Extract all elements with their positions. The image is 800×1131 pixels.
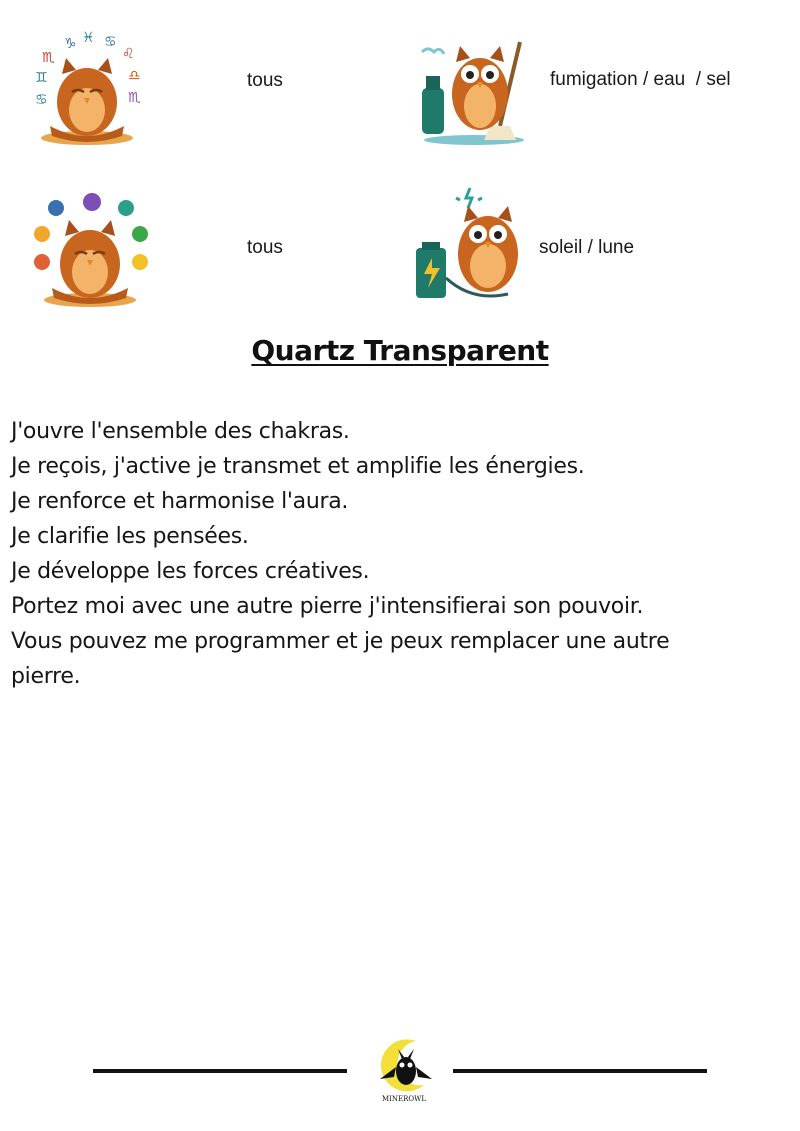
care-grid-label: soleil / lune <box>539 237 635 258</box>
care-grid-label: tous <box>247 237 283 258</box>
charging-owl-icon <box>412 178 542 308</box>
svg-text:♌: ♌ <box>122 46 135 62</box>
page-title: Quartz Transparent <box>251 334 549 367</box>
paragraph-line: Vous pouvez me programmer et je peux remplacer une autre <box>11 629 670 654</box>
footer-rule-left <box>93 1069 347 1073</box>
paragraph-line: J'ouvre l'ensemble des chakras. <box>11 419 350 444</box>
svg-text:♓: ♓ <box>82 30 95 46</box>
svg-text:♏: ♏ <box>128 90 141 106</box>
svg-text:♋: ♋ <box>35 92 48 108</box>
paragraph-line: Je développe les forces créatives. <box>11 559 370 584</box>
svg-text:MINEROWL: MINEROWL <box>381 1095 427 1103</box>
zodiac-owl-icon <box>22 22 152 152</box>
chakra-owl-icon <box>22 186 152 316</box>
svg-text:♑: ♑ <box>64 36 77 52</box>
description-paragraph <box>11 414 781 694</box>
svg-text:♊: ♊ <box>35 70 48 86</box>
svg-text:♋: ♋ <box>104 34 117 50</box>
care-grid-label: fumigation / eau / sel <box>550 69 731 90</box>
paragraph-line: Je reçois, j'active je transmet et amplifie les énergies. <box>11 454 585 479</box>
paragraph-line: Portez moi avec une autre pierre j'intensifierai son pouvoir. <box>11 594 644 619</box>
minerowl-logo-icon <box>372 1035 436 1105</box>
paragraph-line: pierre. <box>11 664 81 689</box>
paragraph-line: Je renforce et harmonise l'aura. <box>11 489 349 514</box>
svg-text:♏: ♏ <box>42 50 55 66</box>
footer-rule-right <box>453 1069 707 1073</box>
care-grid-label: tous <box>247 70 283 91</box>
svg-text:♎: ♎ <box>128 68 141 84</box>
cleaning-owl-icon <box>412 22 542 152</box>
paragraph-line: Je clarifie les pensées. <box>11 524 249 549</box>
